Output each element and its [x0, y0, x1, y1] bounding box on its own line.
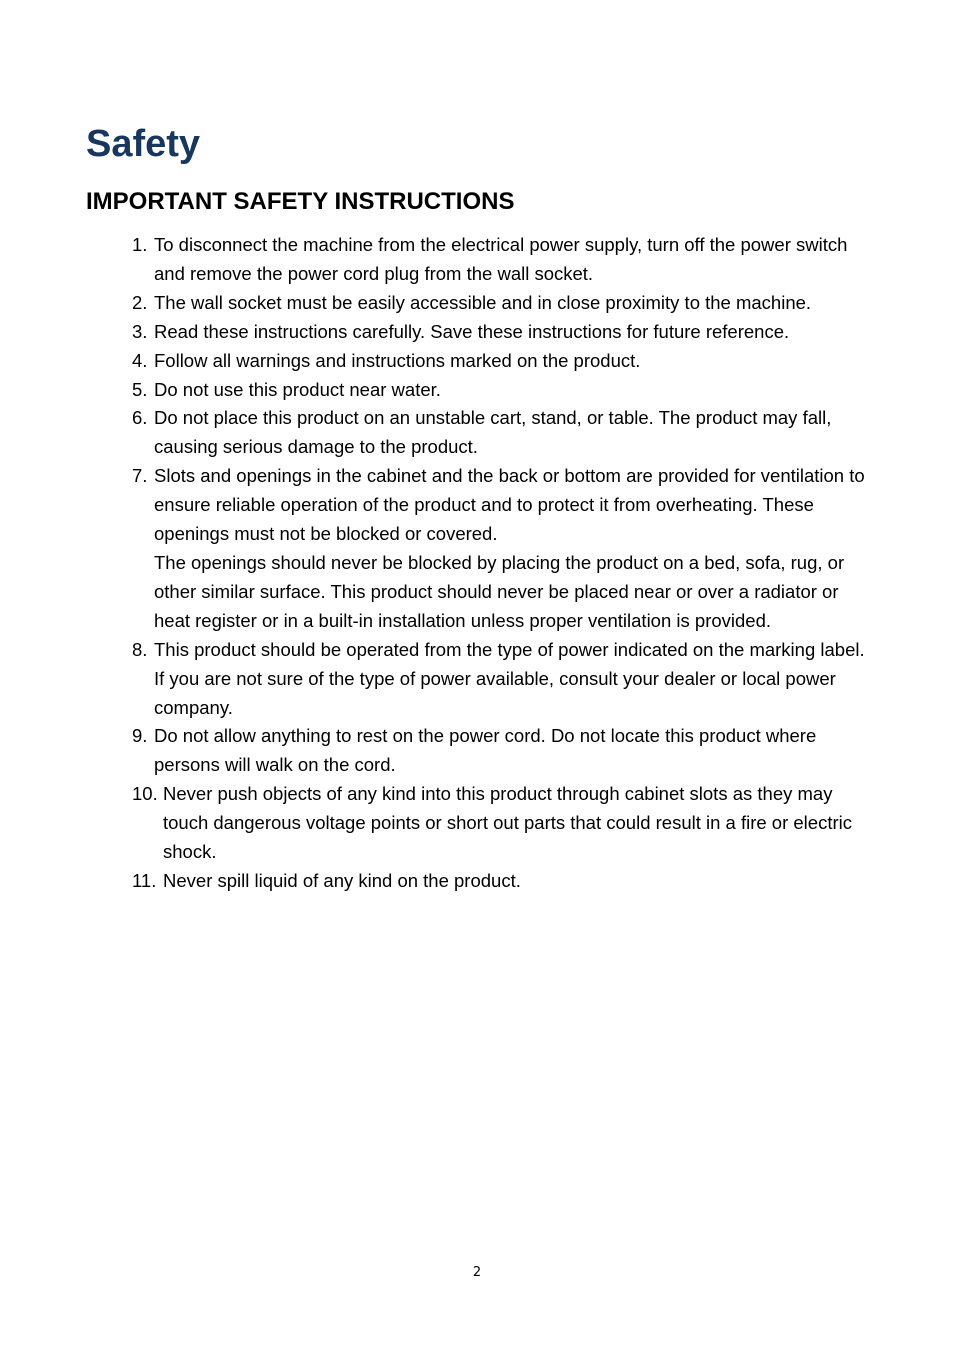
- list-item-number: 4.: [132, 349, 148, 371]
- page-title: Safety: [86, 123, 201, 165]
- list-item-text: Do not allow anything to rest on the power cord. Do not locate this product where persons will walk on the cord.: [154, 725, 817, 776]
- list-item-number: 7.: [132, 465, 148, 487]
- list-item-text: Follow all warnings and instructions marked on the product.: [154, 349, 641, 371]
- list-item: [132, 404, 874, 462]
- list-item-number: 5.: [132, 378, 148, 400]
- list-item-text: Do not use this product near water.: [154, 378, 441, 400]
- list-item-text: This product should be operated from the type of power indicated on the marking label. If you are not sure of the type of power available, consult your dealer or local power company.: [154, 638, 865, 718]
- list-item-text: Slots and openings in the cabinet and the back or bottom are provided for ventilation to ensure reliable operation of the product and to protect it from overheating. These openings must not be blocked or covered.: [154, 465, 865, 545]
- list-item: [132, 636, 874, 723]
- list-item: [132, 231, 874, 289]
- list-item-number: 10.: [132, 783, 158, 805]
- list-item-text: The wall socket must be easily accessible and in close proximity to the machine.: [154, 291, 812, 313]
- list-item-text: Do not place this product on an unstable cart, stand, or table. The product may fall, causing serious damage to the product.: [154, 407, 832, 458]
- list-item-number: 8.: [132, 638, 148, 660]
- list-item: [132, 289, 874, 318]
- page-number: 2: [472, 1265, 482, 1280]
- list-item-text: The openings should never be blocked by placing the product on a bed, sofa, rug, or other similar surface. This product should never be placed near or over a radiator or heat register or in a built-in installation unless proper ventilation is provided.: [154, 551, 845, 631]
- list-item: [132, 376, 874, 405]
- list-item-number: 9.: [132, 725, 148, 747]
- list-item-number: 3.: [132, 320, 148, 342]
- list-item-text: Never spill liquid of any kind on the product.: [163, 869, 521, 891]
- list-item: [132, 347, 874, 376]
- instruction-list: [132, 231, 874, 896]
- list-item: [132, 867, 874, 896]
- list-item-number: 11.: [132, 869, 157, 891]
- list-item-text: To disconnect the machine from the electrical power supply, turn off the power switch and remove the power cord plug from the wall socket.: [154, 234, 848, 284]
- list-item: [132, 462, 874, 635]
- list-item-number: 6.: [132, 407, 148, 429]
- list-item: [132, 780, 874, 867]
- list-item-number: 1.: [132, 234, 148, 255]
- list-item-number: 2.: [132, 291, 148, 313]
- list-item: [132, 318, 874, 347]
- list-item: [132, 722, 874, 780]
- section-heading: IMPORTANT SAFETY INSTRUCTIONS: [86, 188, 515, 215]
- list-item-text: Read these instructions carefully. Save these instructions for future reference.: [154, 320, 790, 342]
- list-item-text: Never push objects of any kind into this product through cabinet slots as they may touch dangerous voltage points or short out parts that could result in a fire or electric shock.: [163, 783, 852, 863]
